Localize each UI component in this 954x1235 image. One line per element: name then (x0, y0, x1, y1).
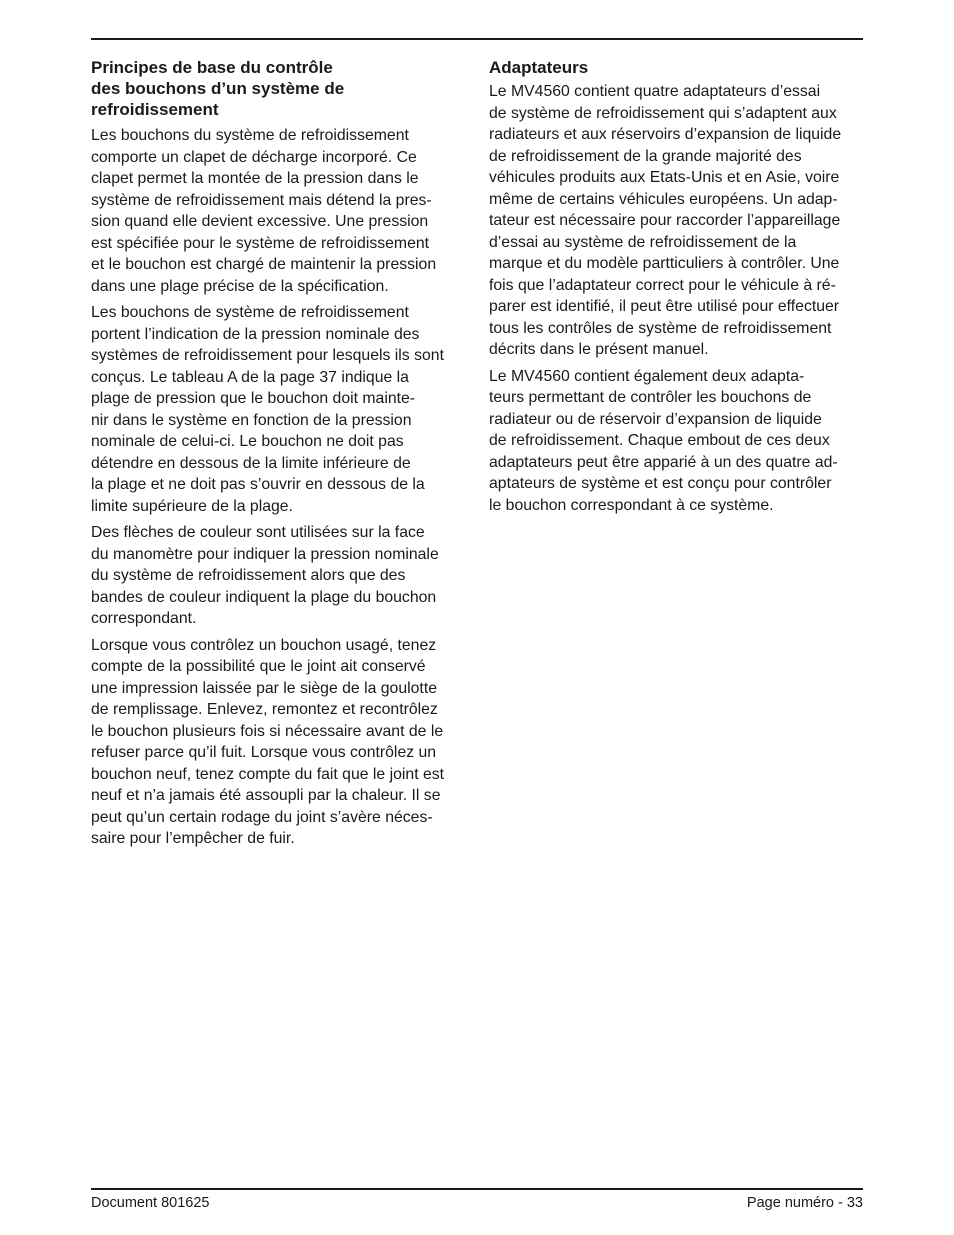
page-number: Page numéro - 33 (746, 1195, 863, 1211)
paragraph: Les bouchons de système de refroidissement portent l’indication de la pression nominale des systèmes de refroidissement pour lesquels ils sont conçus. Le tableau A de la page 37 indique la plage de pression que le bouchon doit mainte- nir dans le système en fonction de la pression nominale de celui-ci. Le bouchon ne doit pas détendre en dessous de la limite inférieure de la plage et ne doit pas s’ouvrir en dessous de la limite supérieure de la plage. (91, 304, 444, 515)
header-rule (91, 38, 863, 40)
paragraph: Des flèches de couleur sont utilisées sur la face du manomètre pour indiquer la pression nominale du système de refroidissement alors que des bandes de couleur indiquent la plage du bouchon correspondant. (91, 524, 439, 627)
section-heading-adapters: Adaptateurs (489, 58, 589, 77)
document-number: Document 801625 (91, 1195, 210, 1211)
right-column (489, 57, 863, 521)
paragraph: Lorsque vous contrôlez un bouchon usagé, tenez compte de la possibilité que le joint ait conservé une impression laissée par le siège de la goulotte de remplissage. Enlevez, remontez et recontrôlez le bouchon plusieurs fois si nécessaire avant de le refuser parce qu’il fuit. Lorsque vous contrôlez un bouchon neuf, tenez compte du fait que le joint est neuf et n’a jamais été assoupli par la chaleur. Il se peut qu’un certain rodage du joint s’avère néces- saire pour l’empêcher de fuir. (91, 636, 445, 847)
paragraph: Les bouchons du système de refroidissement comporte un clapet de décharge incorporé. Ce clapet permet la montée de la pression dans le système de refroidissement mais détend la pres- sion quand elle devient excessive. Une pression est spécifiée pour le système de refroidissement et le bouchon est chargé de maintenir la pression dans une plage précise de la spécification. (91, 127, 437, 295)
left-column (91, 57, 467, 855)
footer-rule (91, 1188, 863, 1190)
section-heading-principles: Principes de base du contrôle des bouchons d’un système de refroidissement (91, 58, 345, 119)
paragraph: Le MV4560 contient également deux adapta- teurs permettant de contrôler les bouchons de radiateur ou de réservoir d’expansion de liquide de refroidissement. Chaque embout de ces deux adaptateurs peut être apparié à un des quatre ad- aptateurs de système et est conçu pour contrôler le bouchon correspondant à ce système. (489, 367, 838, 514)
paragraph: Le MV4560 contient quatre adaptateurs d’essai de système de refroidissement qui s’adaptent aux radiateurs et aux réservoirs d’expansion de liquide de refroidissement de la grande majorité des véhicules produits aux Etats-Unis et en Asie, voire même de certains véhicules européens. Un adap- tateur est nécessaire pour raccorder l’appareillage d’essai au système de refroidissement de la marque et du modèle partticuliers à contrôler. Une fois que l’adaptateur correct pour le véhicule à ré- parer est identifié, il peut être utilisé pour effectuer tous les contrôles de système de refroidissement décrits dans le présent manuel. (489, 83, 842, 358)
